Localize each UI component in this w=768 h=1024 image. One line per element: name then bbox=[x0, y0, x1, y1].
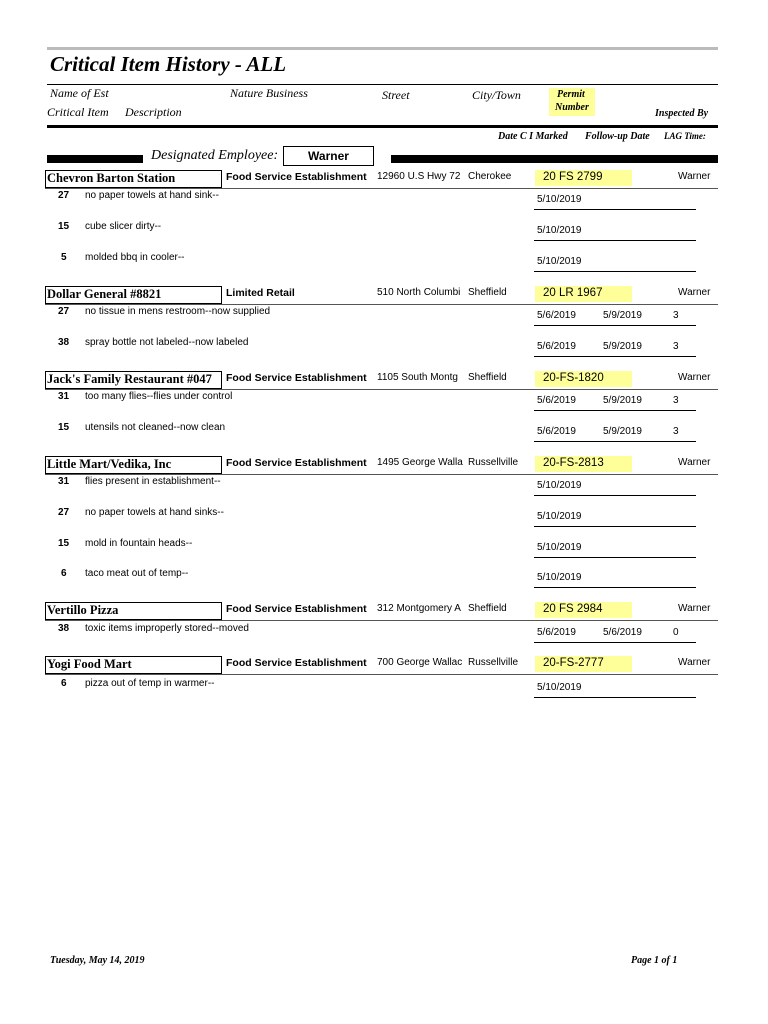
permit-number: 20-FS-1820 bbox=[543, 372, 604, 384]
critical-item-number: 27 bbox=[58, 507, 70, 518]
col-name-of-est: Name of Est bbox=[50, 86, 109, 100]
employee-bar-left bbox=[47, 155, 143, 163]
inspected-by: Warner bbox=[678, 372, 711, 383]
date-ci-marked: 5/10/2019 bbox=[537, 682, 582, 693]
date-underline bbox=[534, 495, 696, 496]
date-underline bbox=[534, 209, 696, 210]
nature-business: Food Service Establishment bbox=[226, 171, 367, 183]
critical-item-description: mold in fountain heads-- bbox=[85, 538, 193, 549]
lag-time: 3 bbox=[673, 426, 679, 437]
critical-item-number: 27 bbox=[58, 306, 70, 317]
permit-number: 20 LR 1967 bbox=[543, 287, 603, 299]
date-underline bbox=[534, 410, 696, 411]
establishment-street: 1495 George Walla bbox=[377, 457, 463, 468]
establishment-street: 312 Montgomery A bbox=[377, 603, 461, 614]
nature-business: Limited Retail bbox=[226, 287, 295, 299]
establishment-city: Russellville bbox=[468, 457, 519, 468]
establishment-name: Yogi Food Mart bbox=[47, 657, 132, 671]
permit-number: 20-FS-2813 bbox=[543, 457, 604, 469]
establishment-street: 700 George Wallac bbox=[377, 657, 463, 668]
establishment-name: Little Mart/Vedika, Inc bbox=[47, 457, 172, 471]
date-ci-marked: 5/10/2019 bbox=[537, 225, 582, 236]
establishment-name: Chevron Barton Station bbox=[47, 171, 176, 185]
critical-item-description: molded bbq in cooler-- bbox=[85, 252, 185, 263]
critical-item-number: 15 bbox=[58, 221, 70, 232]
critical-item-description: utensils not cleaned--now clean bbox=[85, 422, 226, 433]
lag-time: 3 bbox=[673, 310, 679, 321]
follow-up-date: 5/9/2019 bbox=[603, 310, 642, 321]
critical-item-number: 5 bbox=[61, 252, 67, 263]
lag-time: 3 bbox=[673, 395, 679, 406]
date-ci-marked: 5/10/2019 bbox=[537, 480, 582, 491]
date-underline bbox=[534, 356, 696, 357]
col-permit-2: Number bbox=[555, 102, 589, 113]
establishment-divider bbox=[45, 620, 718, 621]
date-underline bbox=[534, 441, 696, 442]
inspected-by: Warner bbox=[678, 287, 711, 298]
col-inspected-by: Inspected By bbox=[655, 108, 709, 119]
date-ci-marked: 5/10/2019 bbox=[537, 542, 582, 553]
col-description: Description bbox=[125, 105, 182, 119]
critical-item-description: cube slicer dirty-- bbox=[85, 221, 162, 232]
permit-number: 20 FS 2799 bbox=[543, 171, 603, 183]
critical-item-number: 31 bbox=[58, 476, 70, 487]
nature-business: Food Service Establishment bbox=[226, 657, 367, 669]
critical-item-number: 6 bbox=[61, 678, 67, 689]
critical-item-description: taco meat out of temp-- bbox=[85, 568, 189, 579]
inspected-by: Warner bbox=[678, 171, 711, 182]
permit-number: 20-FS-2777 bbox=[543, 657, 604, 669]
designated-employee-label: Designated Employee: bbox=[151, 148, 279, 163]
date-ci-marked: 5/10/2019 bbox=[537, 511, 582, 522]
critical-item-number: 31 bbox=[58, 391, 70, 402]
critical-item-description: spray bottle not labeled--now labeled bbox=[85, 337, 249, 348]
date-ci-marked: 5/6/2019 bbox=[537, 627, 576, 638]
follow-up-date: 5/6/2019 bbox=[603, 627, 642, 638]
date-underline bbox=[534, 697, 696, 698]
date-underline bbox=[534, 526, 696, 527]
col-follow-up-date: Follow-up Date bbox=[585, 131, 650, 142]
establishment-city: Sheffield bbox=[468, 603, 507, 614]
nature-business: Food Service Establishment bbox=[226, 603, 367, 615]
date-underline bbox=[534, 271, 696, 272]
date-ci-marked: 5/6/2019 bbox=[537, 426, 576, 437]
date-underline bbox=[534, 642, 696, 643]
date-underline bbox=[534, 325, 696, 326]
critical-item-description: no paper towels at hand sinks-- bbox=[85, 507, 224, 518]
header-rule bbox=[47, 125, 718, 128]
establishment-name: Dollar General #8821 bbox=[47, 287, 162, 301]
top-rule bbox=[47, 47, 718, 50]
establishment-name: Vertillo Pizza bbox=[47, 603, 119, 617]
date-ci-marked: 5/10/2019 bbox=[537, 256, 582, 267]
title-rule bbox=[47, 84, 718, 85]
inspected-by: Warner bbox=[678, 603, 711, 614]
follow-up-date: 5/9/2019 bbox=[603, 395, 642, 406]
date-ci-marked: 5/10/2019 bbox=[537, 572, 582, 583]
establishment-divider bbox=[45, 304, 718, 305]
lag-time: 3 bbox=[673, 341, 679, 352]
designated-employee-value: Warner bbox=[283, 146, 374, 166]
establishment-name: Jack's Family Restaurant #047 bbox=[47, 372, 212, 386]
establishment-divider bbox=[45, 188, 718, 189]
establishment-divider bbox=[45, 674, 718, 675]
nature-business: Food Service Establishment bbox=[226, 372, 367, 384]
date-ci-marked: 5/6/2019 bbox=[537, 310, 576, 321]
critical-item-number: 38 bbox=[58, 337, 70, 348]
date-underline bbox=[534, 240, 696, 241]
critical-item-description: pizza out of temp in warmer-- bbox=[85, 678, 215, 689]
establishment-city: Russellville bbox=[468, 657, 519, 668]
footer-page: Page 1 of 1 bbox=[631, 955, 678, 966]
critical-item-description: no paper towels at hand sink-- bbox=[85, 190, 219, 201]
critical-item-description: too many flies--flies under control bbox=[85, 391, 233, 402]
critical-item-number: 15 bbox=[58, 538, 70, 549]
critical-item-description: flies present in establishment-- bbox=[85, 476, 221, 487]
establishment-city: Sheffield bbox=[468, 372, 507, 383]
col-lag-time: LAG Time: bbox=[664, 131, 706, 141]
establishment-divider bbox=[45, 474, 718, 475]
critical-item-description: no tissue in mens restroom--now supplied bbox=[85, 306, 271, 317]
col-nature-business: Nature Business bbox=[230, 86, 308, 100]
date-ci-marked: 5/6/2019 bbox=[537, 395, 576, 406]
follow-up-date: 5/9/2019 bbox=[603, 426, 642, 437]
establishment-street: 510 North Columbi bbox=[377, 287, 461, 298]
nature-business: Food Service Establishment bbox=[226, 457, 367, 469]
col-street: Street bbox=[382, 88, 410, 102]
date-underline bbox=[534, 587, 696, 588]
col-city-town: City/Town bbox=[472, 88, 521, 102]
date-underline bbox=[534, 557, 696, 558]
inspected-by: Warner bbox=[678, 657, 711, 668]
establishment-street: 1105 South Montg bbox=[377, 372, 458, 383]
inspected-by: Warner bbox=[678, 457, 711, 468]
follow-up-date: 5/9/2019 bbox=[603, 341, 642, 352]
critical-item-description: toxic items improperly stored--moved bbox=[85, 623, 249, 634]
employee-bar-right bbox=[391, 155, 718, 163]
date-ci-marked: 5/10/2019 bbox=[537, 194, 582, 205]
critical-item-number: 6 bbox=[61, 568, 67, 579]
critical-item-number: 38 bbox=[58, 623, 70, 634]
col-date-ci-marked: Date C I Marked bbox=[498, 131, 568, 142]
permit-number: 20 FS 2984 bbox=[543, 603, 603, 615]
col-permit-1: Permit bbox=[557, 89, 585, 100]
critical-item-number: 15 bbox=[58, 422, 70, 433]
establishment-divider bbox=[45, 389, 718, 390]
critical-item-number: 27 bbox=[58, 190, 70, 201]
date-ci-marked: 5/6/2019 bbox=[537, 341, 576, 352]
lag-time: 0 bbox=[673, 627, 679, 638]
footer-date: Tuesday, May 14, 2019 bbox=[50, 955, 145, 966]
establishment-street: 12960 U.S Hwy 72 bbox=[377, 171, 461, 182]
establishment-city: Cherokee bbox=[468, 171, 512, 182]
establishment-city: Sheffield bbox=[468, 287, 507, 298]
report-title: Critical Item History - ALL bbox=[50, 52, 287, 76]
col-critical-item: Critical Item bbox=[47, 105, 109, 119]
